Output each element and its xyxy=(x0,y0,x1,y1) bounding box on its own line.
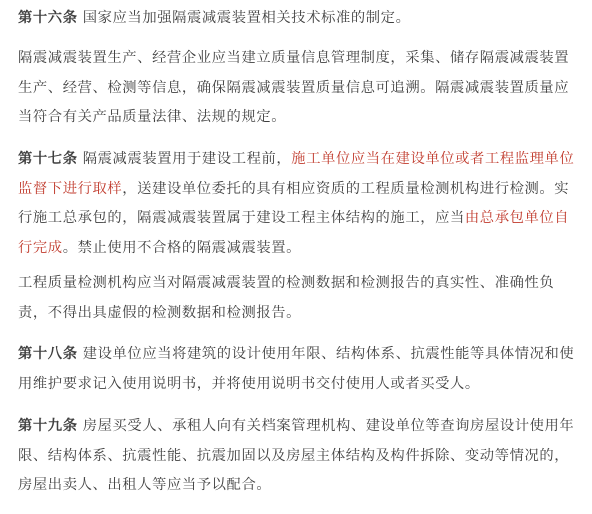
article-17-text-b: ，送建设单位委托的具有相应资质的工程质量检测机构进行检测。实行施工总承包的，隔震减震装置属于建设工程主体结构的施工，应当 xyxy=(18,180,570,226)
article-16-number: 第十六条 xyxy=(18,10,78,26)
article-18-text: 建设单位应当将建筑的设计使用年限、结构体系、抗震性能等具体情况和使用维护要求记入使用说明书，并将使用说明书交付使用人或者买受人。 xyxy=(18,346,575,392)
article-17-paragraph xyxy=(18,145,580,263)
article-19-text: 房屋买受人、承租人向有关档案管理机构、建设单位等查询房屋设计使用年限、结构体系、抗震性能、抗震加固以及房屋主体结构及构件拆除、变动等情况的，房屋出卖人、出租人等应当予以配合。 xyxy=(18,418,575,493)
quality-info-paragraph xyxy=(18,44,580,133)
article-19-number: 第十九条 xyxy=(18,418,78,434)
testing-agency-text: 工程质量检测机构应当对隔震减震装置的检测数据和检测报告的真实性、准确性负责，不得出具虚假的检测数据和检测报告。 xyxy=(18,275,555,321)
article-16-paragraph xyxy=(18,4,580,34)
article-17-highlight-contractor: 由总承包单位自行完成 xyxy=(18,210,570,256)
article-16-text: 国家应当加强隔震减震装置相关技术标准的制定。 xyxy=(77,10,411,26)
testing-agency-paragraph xyxy=(18,269,580,328)
article-17-text-a: 隔震减震装置用于建设工程前， xyxy=(77,151,292,167)
article-17-highlight-sampling: 施工单位应当在建设单位或者工程监理单位监督下进行取样 xyxy=(18,151,575,197)
article-17-text-c: 。禁止使用不合格的隔震减震装置。 xyxy=(62,239,302,256)
article-17-number: 第十七条 xyxy=(18,151,78,167)
article-18-paragraph xyxy=(18,340,580,399)
article-18-number: 第十八条 xyxy=(18,346,78,362)
article-19-paragraph xyxy=(18,412,580,501)
quality-info-text: 隔震减震装置生产、经营企业应当建立质量信息管理制度，采集、储存隔震减震装置生产、经营、检测等信息，确保隔震减震装置质量信息可追溯。隔震减震装置质量应当符合有关产品质量法律、法规的规定。 xyxy=(18,50,570,125)
